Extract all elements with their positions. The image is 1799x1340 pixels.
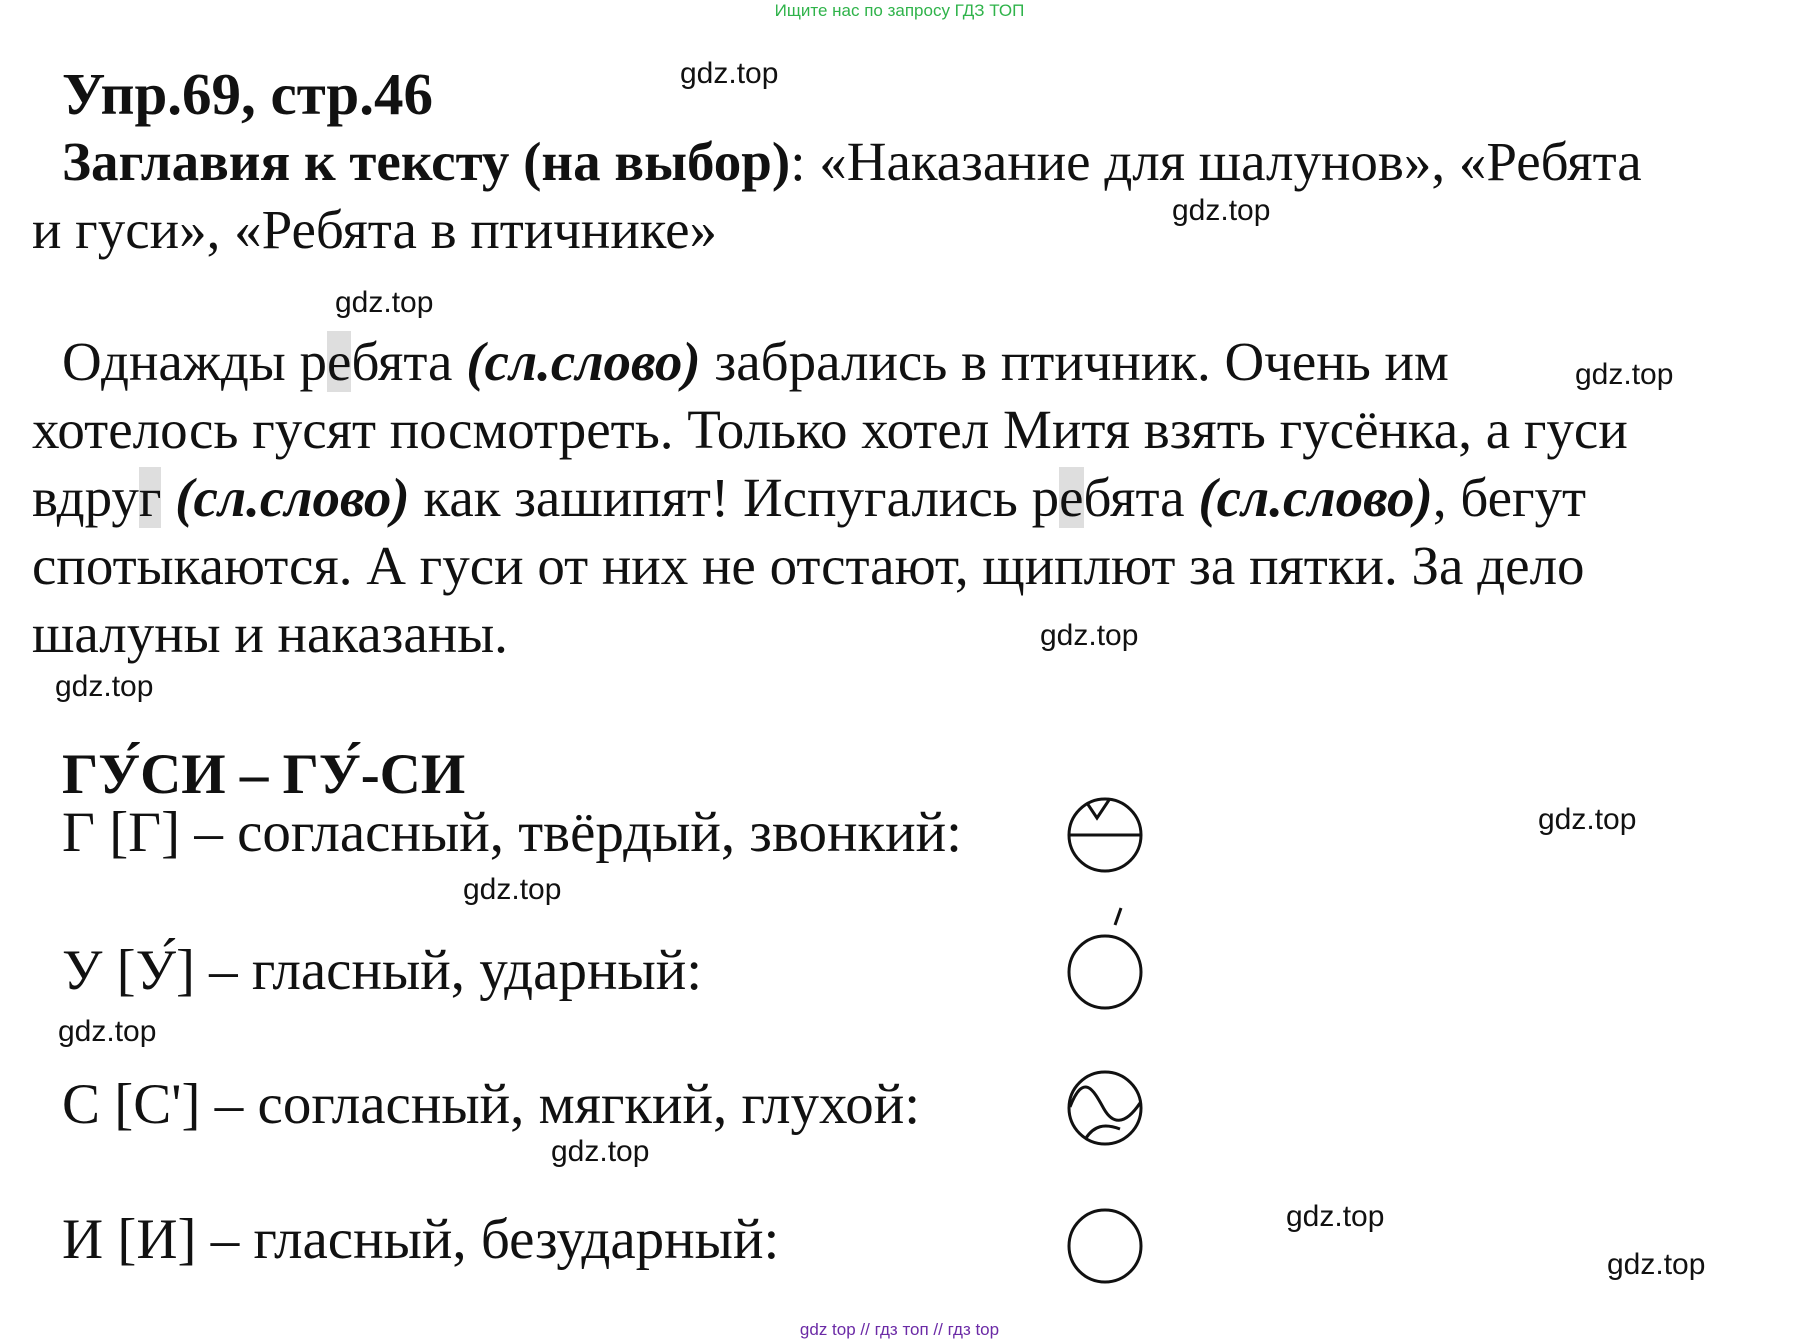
watermark: gdz.top [55, 670, 154, 703]
watermark: gdz.top [1040, 619, 1139, 652]
text-line-1: Однажды ребята (сл.слово) забрались в птичник. Очень им [62, 331, 1449, 392]
vocabulary-note: (сл.слово) [1198, 467, 1433, 528]
stressed-vowel-icon [1060, 902, 1150, 1014]
watermark: gdz.top [680, 57, 779, 90]
text-line-3: вдруг (сл.слово) как зашипят! Испугались ребята (сл.слово), бегут [32, 467, 1587, 528]
soft-voiceless-consonant-icon [1060, 1063, 1150, 1153]
sound-row-g: Г [Г] – согласный, твёрдый, звонкий: [62, 801, 963, 864]
titles-line-1 [62, 128, 1642, 196]
watermark: gdz.top [58, 1015, 157, 1048]
unstressed-vowel-icon [1060, 1201, 1150, 1291]
highlighted-letter: е [1059, 467, 1084, 528]
watermark: gdz.top [1575, 358, 1674, 391]
footer-links: gdz top // гдз топ // гдз top [799, 1320, 1000, 1339]
watermark: gdz.top [1538, 803, 1637, 836]
sound-row-u: У [У́] – гласный, ударный: [62, 939, 703, 1002]
watermark: gdz.top [1286, 1200, 1385, 1233]
exercise-title: Упр.69, стр.46 [62, 61, 433, 127]
watermark: gdz.top [551, 1135, 650, 1168]
highlighted-letter: г [138, 467, 162, 528]
hard-voiced-consonant-icon [1060, 788, 1150, 878]
watermark: gdz.top [463, 873, 562, 906]
highlighted-letter: е [327, 331, 352, 392]
titles-line-2: и гуси», «Ребята в птичнике» [32, 199, 718, 260]
top-banner: Ищите нас по запросу ГДЗ ТОП [774, 1, 1025, 20]
watermark: gdz.top [335, 286, 434, 319]
titles-list: : «Наказание для шалунов», «Ребята [790, 131, 1642, 192]
sound-row-s: С [С'] – согласный, мягкий, глухой: [62, 1073, 921, 1136]
text-line-4: спотыкаются. А гуси от них не отстают, щиплют за пятки. За дело [32, 535, 1585, 596]
word-heading: ГУ́СИ – ГУ́-СИ [62, 743, 466, 806]
text-line-5: шалуны и наказаны. [32, 603, 508, 664]
watermark: gdz.top [1172, 194, 1271, 227]
text-line-2: хотелось гусят посмотреть. Только хотел Митя взять гусёнка, а гуси [32, 399, 1628, 460]
watermark: gdz.top [1607, 1248, 1706, 1281]
titles-label: Заглавия к тексту (на выбор) [62, 131, 791, 192]
sound-row-i: И [И] – гласный, безударный: [62, 1208, 780, 1271]
vocabulary-note: (сл.слово) [466, 331, 701, 392]
vocabulary-note: (сл.слово) [175, 467, 410, 528]
